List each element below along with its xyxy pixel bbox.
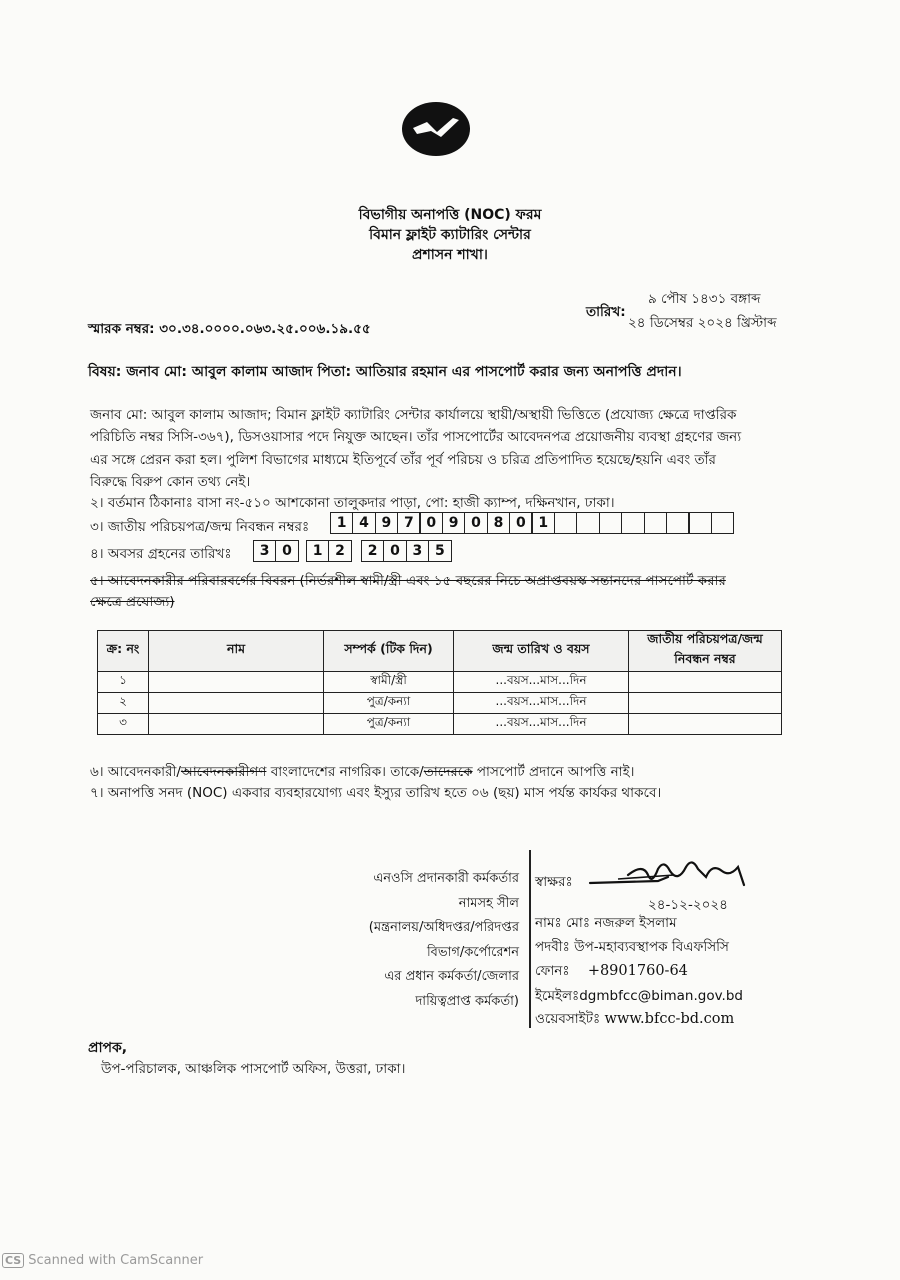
nid-digit-box: 0 (464, 512, 488, 534)
issuer-line-4: বিভাগ/কর্পোরেশন (426, 944, 519, 960)
col-nid: জাতীয় পরিচয়পত্র/জন্ম নিবন্ধন নম্বর (629, 631, 782, 672)
organization-name: বিমান ফ্লাইট ক্যাটারিং সেন্টার (369, 227, 531, 243)
nid-digit-box: 0 (509, 512, 533, 534)
recipient-label: প্রাপক, (88, 1040, 128, 1056)
memo-value: ৩০.৩৪.০০০০.০৬৩.২৫.০০৬.১৯.৫৫ (159, 321, 371, 337)
validity-line: ৭। অনাপত্তি সনদ (NOC) একবার ব্যবহারযোগ্য এবং ইস্যুর তারিখ হতে ০৬ (ছয়) মাস পর্যন্ত কার্যকর থাকবে। (90, 785, 662, 801)
nid-digit-box (666, 512, 690, 534)
cell-dob: ...বয়স...মাস...দিন (454, 714, 629, 735)
signature-date: ২৪-১২-২০২৪ (648, 897, 728, 913)
col-dob: জন্ম তারিখ ও বয়স (454, 631, 629, 672)
nid-digit-box (711, 512, 735, 534)
subject-line (88, 360, 682, 384)
nid-digit-box: 7 (397, 512, 421, 534)
cell-serial: ২ (98, 693, 149, 714)
camscanner-logo-icon: CS (2, 1253, 24, 1268)
table-row (98, 714, 782, 735)
family-table (97, 630, 782, 735)
nid-digit-box: 8 (487, 512, 511, 534)
website-label: ওয়েবসাইটঃ (535, 1011, 601, 1027)
retirement-month-digit-box: 2 (328, 540, 352, 562)
cell-serial: ১ (98, 672, 149, 693)
signatory-website (535, 1007, 734, 1032)
citizenship-part-c: বাংলাদেশের নাগরিক। তাকে/ (266, 764, 424, 780)
cell-relation: পুত্র/কন্যা (324, 693, 454, 714)
date-label: তারিখ: (586, 304, 626, 320)
phone-value: +8901760-64 (587, 963, 688, 979)
email-value[interactable]: dgmbfcc@biman.gov.bd (579, 988, 743, 1004)
cell-name (149, 693, 324, 714)
cell-serial: ৩ (98, 714, 149, 735)
retirement-year-digit-box: 0 (383, 540, 407, 562)
table-header-row (98, 631, 782, 672)
body-line-2: পরিচিতি নম্বর সিসি-৩৬৭), ডিসওয়াসার পদে নিযুক্ত আছেন। তাঁর পাসপোর্টের আবেদনপত্র প্রয়োজনীয় ব্যবস্থা গ্রহণের জন্য (90, 429, 742, 445)
signatory-email (535, 984, 743, 1009)
address-label: ২। বর্তমান ঠিকানাঃ (90, 495, 193, 511)
email-label: ইমেইলঃ (535, 988, 580, 1004)
citizenship-line (90, 761, 790, 784)
signature-divider (529, 850, 531, 1028)
citizenship-part-d-struck: তাদেরকে (423, 764, 473, 780)
cell-nid (629, 672, 782, 693)
retirement-year-digit-box: 5 (428, 540, 452, 562)
nid-digit-box (554, 512, 578, 534)
retirement-label: ৪। অবসর গ্রহনের তারিখঃ (90, 546, 232, 562)
retirement-year-digit-box: 3 (406, 540, 430, 562)
citizenship-part-a: ৬। আবেদনকারী/ (90, 764, 181, 780)
cell-name (149, 672, 324, 693)
nid-digit-box (621, 512, 645, 534)
body-line-3: এর সঙ্গে প্রেরন করা হল। পুলিশ বিভাগের মাধ্যমে ইতিপূর্বে তাঁর পূর্ব পরিচয় ও চরিত্র প্রতিপাদিত হয়েছে/হয়নি এবং তাঁর (90, 452, 716, 468)
nid-digit-box (688, 512, 712, 534)
family-heading-line-2: ক্ষেত্রে প্রযোজ্য) (90, 594, 175, 610)
signature-label: স্বাক্ষরঃ (535, 874, 573, 890)
nid-boxes (331, 512, 734, 534)
nid-digit-box: 1 (531, 512, 555, 534)
nid-digit-box: 9 (375, 512, 399, 534)
cell-nid (629, 693, 782, 714)
issuer-line-1: এনওসি প্রদানকারী কর্মকর্তার (373, 871, 519, 886)
issuer-line-2: নামসহ সীল (458, 895, 519, 911)
retirement-day-digit-box: 0 (275, 540, 299, 562)
phone-label: ফোনঃ (535, 963, 570, 979)
nid-digit-box: 4 (352, 512, 376, 534)
issuer-line-3: (মন্ত্রনালয়/অধিদপ্তর/পরিদপ্তর (368, 920, 519, 935)
subject-text: জনাব মো: আবুল কালাম আজাদ পিতা: আতিয়ার রহমান এর পাসপোর্ট করার জন্য অনাপত্তি প্রদান। (126, 364, 682, 380)
family-heading-line-1: ৫। আবেদনকারীর পরিবারবর্গের বিবরন (নির্ভরশীল স্বামী/স্ত্রী এবং ১৫ বছরের নিচে অপ্রাপ্তবয়স্ক সন্তানদের পাসপোর্ট করার (90, 573, 726, 589)
body-line-4: বিরুদ্ধে বিরুপ কোন তথ্য নেই। (90, 474, 251, 490)
issuer-line-5: এর প্রধান কর্মকর্তা/জেলার (384, 969, 519, 984)
citizenship-part-b-struck: আবেদনকারীগণ (180, 764, 267, 780)
cell-relation: পুত্র/কন্যা (324, 714, 454, 735)
form-title: বিভাগীয় অনাপত্তি (NOC) ফরম (358, 207, 542, 223)
website-value[interactable]: www.bfcc-bd.com (604, 1011, 735, 1027)
nid-digit-box (576, 512, 600, 534)
col-serial: ক্র: নং (98, 631, 149, 672)
date-gregorian: ২৪ ডিসেম্বর ২০২৪ খ্রিস্টাব্দ (628, 315, 777, 331)
memo-label: স্মারক নম্বর: (88, 321, 155, 337)
issuer-line-6: দায়িত্বপ্রাপ্ত কর্মকর্তা) (415, 993, 519, 1009)
memo-number (88, 318, 371, 341)
signature-scribble (588, 855, 748, 891)
retirement-year-boxes (362, 540, 452, 562)
retirement-day-boxes (254, 540, 299, 562)
col-relation: সম্পর্ক (টিক দিন) (324, 631, 454, 672)
body-line-1: জনাব মো: আবুল কালাম আজাদ; বিমান ফ্লাইট ক্যাটারিং সেন্টার কার্যালয়ে স্থায়ী/অস্থায়ী ভিত্তিতে (প্রযোজ্য ক্ষেত্রে দাপ্তরিক (90, 407, 737, 423)
cell-dob: ...বয়স...মাস...দিন (454, 693, 629, 714)
table-row (98, 693, 782, 714)
recipient-address: উপ-পরিচালক, আঞ্চলিক পাসপোর্ট অফিস, উত্তরা, ঢাকা। (101, 1061, 406, 1077)
address-value: বাসা নং-৫১০ আশকোনা তালুকদার পাড়া, পো: হাজী ক্যাম্প, দক্ষিনখান, ঢাকা। (197, 495, 615, 511)
signatory-phone (535, 959, 688, 984)
signatory-name: নামঃ মোঃ নজরুল ইসলাম (535, 915, 677, 931)
retirement-day-digit-box: 3 (253, 540, 277, 562)
retirement-month-digit-box: 1 (306, 540, 330, 562)
col-name: নাম (149, 631, 324, 672)
nid-digit-box: 1 (330, 512, 354, 534)
section-name: প্রশাসন শাখা। (412, 247, 488, 263)
nid-digit-box: 0 (419, 512, 443, 534)
camscanner-watermark (2, 1253, 203, 1268)
nid-digit-box: 9 (442, 512, 466, 534)
cell-relation: স্বামী/স্ত্রী (324, 672, 454, 693)
citizenship-part-e: পাসপোর্ট প্রদানে আপত্তি নাই। (472, 764, 635, 780)
nid-digit-box (599, 512, 623, 534)
table-row (98, 672, 782, 693)
cell-dob: ...বয়স...মাস...দিন (454, 672, 629, 693)
signatory-designation: পদবীঃ উপ-মহাব্যবস্থাপক বিএফসিসি (535, 939, 729, 955)
retirement-year-digit-box: 2 (361, 540, 385, 562)
biman-logo-icon (401, 101, 471, 157)
subject-label: বিষয়: (88, 364, 122, 380)
nid-digit-box (644, 512, 668, 534)
cell-nid (629, 714, 782, 735)
date-bangla: ৯ পৌষ ১৪৩১ বঙ্গাব্দ (648, 291, 761, 307)
watermark-text: Scanned with CamScanner (28, 1253, 204, 1268)
cell-name (149, 714, 324, 735)
retirement-month-boxes (307, 540, 352, 562)
nid-label: ৩। জাতীয় পরিচয়পত্র/জন্ম নিবন্ধন নম্বরঃ (90, 519, 310, 535)
issuing-officer-block (300, 867, 519, 1014)
